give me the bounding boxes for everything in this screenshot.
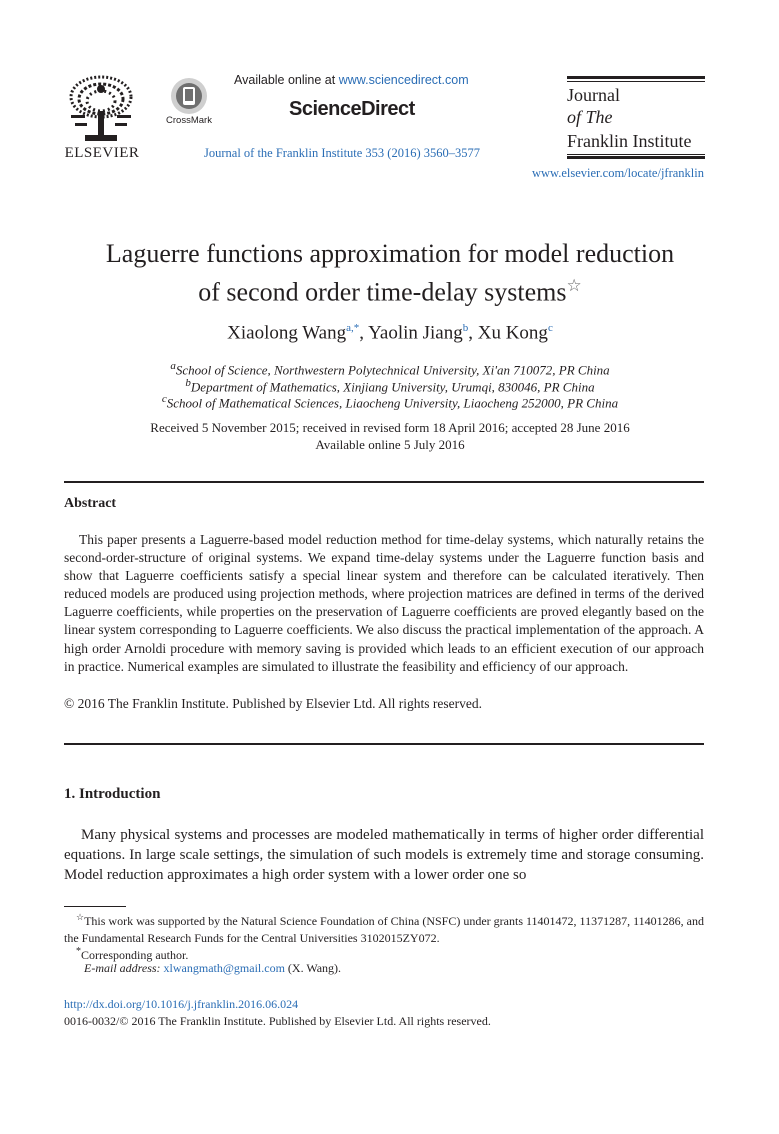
affiliation-text: Department of Mathematics, Xinjiang University, Urumqi, 830046, PR China <box>190 379 595 395</box>
abstract-heading: Abstract <box>64 496 117 511</box>
masthead-rule-thin-bottom <box>567 154 705 155</box>
journal-homepage-link[interactable]: www.elsevier.com/locate/jfranklin <box>531 166 704 180</box>
abstract-bottom-rule <box>64 743 704 745</box>
abstract-copyright: © 2016 The Franklin Institute. Published by Elsevier Ltd. All rights reserved. <box>64 696 482 711</box>
affiliation-text: School of Science, Northwestern Polytechnical University, Xi'an 710072, PR China <box>175 362 610 378</box>
article-title <box>40 238 740 309</box>
available-online-line <box>234 73 469 87</box>
funding-footnote-text: This work was supported by the Natural Science Foundation of China (NSFC) under grants 11401472, 11371287, 11401286, and the Fundamental Research Funds for the Central Universities 3102015ZY072. <box>64 914 704 945</box>
email-suffix: (X. Wang). <box>284 961 342 975</box>
author-name[interactable]: Xiaolong Wang <box>227 322 347 344</box>
issn-copyright-line: 0016-0032/© 2016 The Franklin Institute. Published by Elsevier Ltd. All rights reserved. <box>64 1014 491 1028</box>
affiliation <box>40 393 740 411</box>
received-dates: Received 5 November 2015; received in revised form 18 April 2016; accepted 28 June 2016 <box>150 420 630 435</box>
funding-footnote <box>64 909 704 947</box>
corresponding-mark[interactable]: * <box>353 322 360 334</box>
title-line-2: of second order time-delay systems <box>198 277 567 307</box>
footnote-rule <box>64 906 126 907</box>
author-email-link[interactable]: xlwangmath@gmail.com <box>163 961 285 975</box>
author-list <box>40 322 740 344</box>
crossmark-badge[interactable] <box>163 77 213 129</box>
crossmark-label: CrossMark <box>166 115 212 126</box>
title-footnote-mark[interactable]: ☆ <box>566 276 582 295</box>
email-footnote <box>84 960 341 977</box>
masthead-line-2: of The <box>567 107 613 127</box>
masthead-line-1: Journal <box>567 85 620 105</box>
elsevier-logo[interactable] <box>62 75 142 163</box>
crossmark-icon <box>169 77 209 115</box>
corresponding-footnote-text: Corresponding author. <box>81 948 189 962</box>
author-affiliation-mark[interactable]: a, <box>346 322 354 334</box>
affiliation <box>40 360 740 378</box>
author-separator: , <box>359 322 369 344</box>
masthead-rule-top <box>567 76 705 79</box>
email-label: E-mail address: <box>84 961 161 975</box>
sciencedirect-logo[interactable]: ScienceDirect <box>289 98 415 120</box>
abstract-text: This paper presents a Laguerre-based model reduction method for time-delay systems, which naturally retains the second-order-structure of original systems. We expand time-delay systems under the Laguerre function basis and show that Laguerre coefficients satisfy a special linear system and therefore can be calculated iteratively. Then reduced models are produced using projection methods, where projection matrices are defined in terms of the derived Laguerre coefficients, while properties on the preservation of Laguerre coefficients are proved elegantly based on the linear system corresponding to Laguerre coefficients. We also discuss the practical implementation of the approach. A high order Arnoldi procedure with memory saving is provided which leads to an efficient execution of our approach in practice. Numerical examples are simulated to illustrate the feasibility and efficiency of our approach. <box>64 532 704 674</box>
affiliation-text: School of Mathematical Sciences, Liaocheng University, Liaocheng 252000, PR China <box>166 395 619 411</box>
affiliation-key: b <box>185 377 191 389</box>
author-affiliation-mark[interactable]: b <box>462 322 469 334</box>
author-separator: , <box>468 322 478 344</box>
masthead-line-3: Franklin Institute <box>567 131 692 151</box>
title-line-1: Laguerre functions approximation for model reduction <box>105 239 675 268</box>
doi-link[interactable]: http://dx.doi.org/10.1016/j.jfranklin.2016.06.024 <box>64 997 299 1011</box>
elsevier-wordmark: ELSEVIER <box>64 145 140 161</box>
section-paragraph: Many physical systems and processes are modeled mathematically in terms of higher order differential equations. In large scale settings, the simulation of such models is extremely time and storage consuming. Model reduction approximates a high order system with a lower order one so <box>64 827 704 883</box>
journal-masthead[interactable] <box>567 76 705 158</box>
abstract-top-rule <box>64 481 704 483</box>
author-name[interactable]: Xu Kong <box>477 322 548 344</box>
affiliation-key: a <box>170 360 176 372</box>
masthead-rule-bottom <box>567 156 705 159</box>
funding-footnote-mark: ☆ <box>76 912 85 922</box>
elsevier-tree-icon <box>65 75 137 143</box>
author-affiliation-mark[interactable]: c <box>547 322 553 334</box>
sciencedirect-link[interactable]: www.sciencedirect.com <box>338 73 469 87</box>
section-heading: 1. Introduction <box>64 786 161 802</box>
available-online-date: Available online 5 July 2016 <box>315 437 465 452</box>
masthead-rule-thin <box>567 81 705 82</box>
affiliation-key: c <box>161 393 167 405</box>
author-name[interactable]: Yaolin Jiang <box>368 322 463 344</box>
corresponding-footnote-mark: * <box>76 946 81 957</box>
journal-citation[interactable]: Journal of the Franklin Institute 353 (2016) 3560–3577 <box>204 146 481 160</box>
available-prefix: Available online at <box>234 73 336 87</box>
